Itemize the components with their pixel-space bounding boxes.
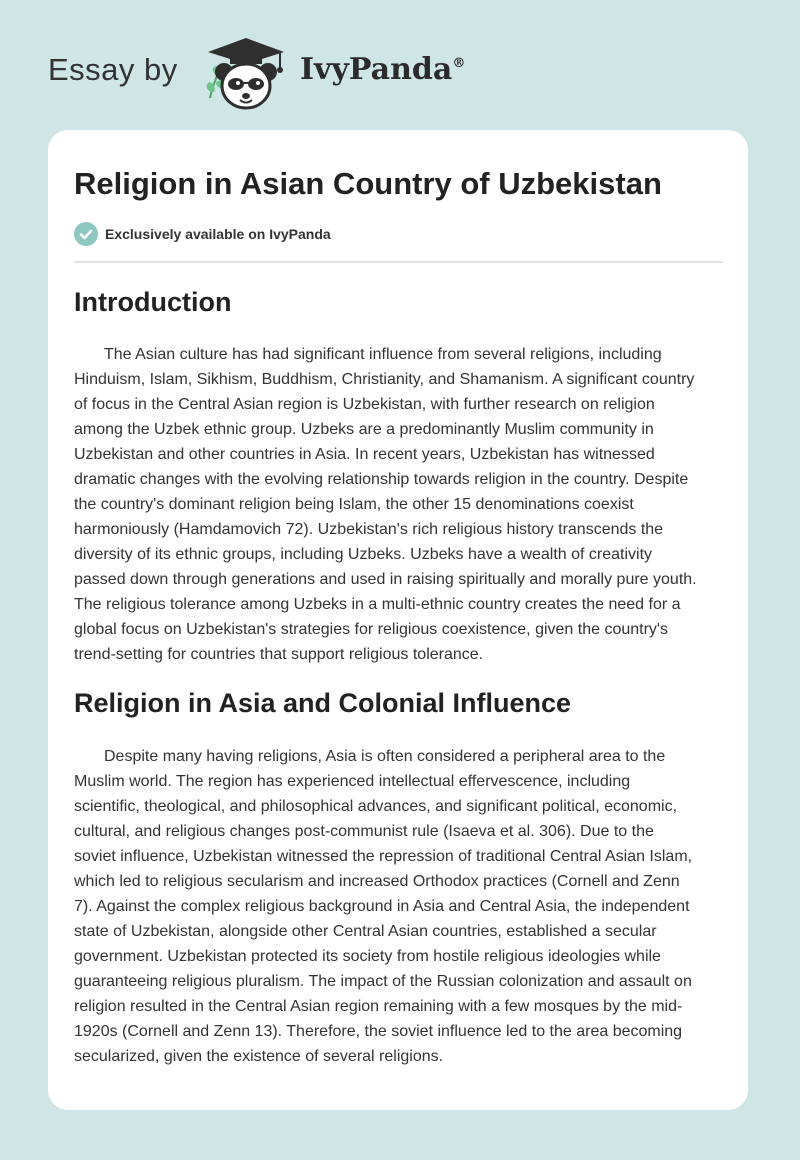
paragraph-line: global focus on Uzbekistan's strategies for religious coexistence, given the country's: [74, 621, 668, 638]
essay-title: Religion in Asian Country of Uzbekistan: [74, 166, 662, 201]
paragraph-line: trend-setting for countries that support religious tolerance.: [74, 646, 484, 663]
paragraph-line: diversity of its ethnic groups, including Uzbeks. Uzbeks have a wealth of creativity: [74, 546, 653, 563]
ivypanda-logo-icon[interactable]: [200, 32, 292, 112]
section-heading-introduction: Introduction: [74, 287, 232, 317]
paragraph-line: 1920s (Cornell and Zenn 13). Therefore, the soviet influence led to the area becoming: [74, 1023, 683, 1040]
paragraph-line: soviet influence, Uzbekistan witnessed the repression of traditional Central Asian Islam,: [74, 848, 693, 865]
paragraph-line: Uzbekistan and other countries in Asia. In recent years, Uzbekistan has witnessed: [74, 446, 655, 463]
exclusive-badge: [74, 222, 331, 246]
title-divider: [74, 261, 723, 263]
exclusive-badge-text: Exclusively available on IvyPanda: [105, 226, 331, 242]
paragraph-line: among the Uzbek ethnic group. Uzbeks are a predominantly Muslim community in: [74, 421, 654, 438]
brand-text: IvyPanda: [300, 52, 453, 87]
site-header: [0, 0, 800, 130]
paragraph-line: religion resulted in the Central Asian region remaining with a few mosques by the mid-: [74, 998, 683, 1015]
brand-name[interactable]: [300, 52, 465, 87]
section-paragraph-introduction: [74, 342, 724, 667]
paragraph-line: government. Uzbekistan protected its society from hostile religious ideologies while: [74, 948, 661, 965]
paragraph-line: The religious tolerance among Uzbeks in a multi-ethnic country creates the need for a: [74, 596, 681, 613]
paragraph-line: state of Uzbekistan, alongside other Central Asian countries, established a secular: [74, 923, 657, 940]
paragraph-line: which led to religious secularism and increased Orthodox practices (Cornell and Zenn: [74, 873, 680, 890]
paragraph-line: the country's dominant religion being Islam, the other 15 denominations coexist: [74, 496, 634, 513]
section-heading-colonial-influence: Religion in Asia and Colonial Influence: [74, 688, 572, 718]
paragraph-line: Hinduism, Islam, Sikhism, Buddhism, Christianity, and Shamanism. A significant country: [74, 371, 695, 388]
paragraph-line: 7). Against the complex religious background in Asia and Central Asia, the independent: [74, 898, 690, 915]
paragraph-line: scientific, theological, and philosophical advances, and significant political, economic,: [74, 798, 678, 815]
paragraph-line: guaranteeing religious pluralism. The impact of the Russian colonization and assault on: [74, 973, 692, 990]
paragraph-line: Despite many having religions, Asia is often considered a peripheral area to the: [104, 748, 666, 765]
registered-mark: ®: [452, 56, 466, 71]
check-icon: [74, 222, 98, 246]
paragraph-line: harmoniously (Hamdamovich 72). Uzbekistan's rich religious history transcends the: [74, 521, 664, 538]
paragraph-line: Muslim world. The region has experienced intellectual effervescence, including: [74, 773, 631, 790]
section-paragraph-colonial-influence: [74, 744, 724, 1069]
paragraph-line: of focus in the Central Asian region is Uzbekistan, with further research on religion: [74, 396, 655, 413]
paragraph-line: The Asian culture has had significant influence from several religions, including: [104, 346, 662, 363]
paragraph-line: dramatic changes with the evolving relationship towards religion in the country. Despite: [74, 471, 689, 488]
essay-by-label: Essay by: [48, 52, 178, 87]
essay-card: [48, 130, 748, 1110]
paragraph-line: cultural, and religious changes post-communist rule (Isaeva et al. 306). Due to the: [74, 823, 654, 840]
paragraph-line: secularized, given the existence of several religions.: [74, 1048, 444, 1065]
paragraph-line: passed down through generations and used in raising spiritually and morally pure youth.: [74, 571, 697, 588]
